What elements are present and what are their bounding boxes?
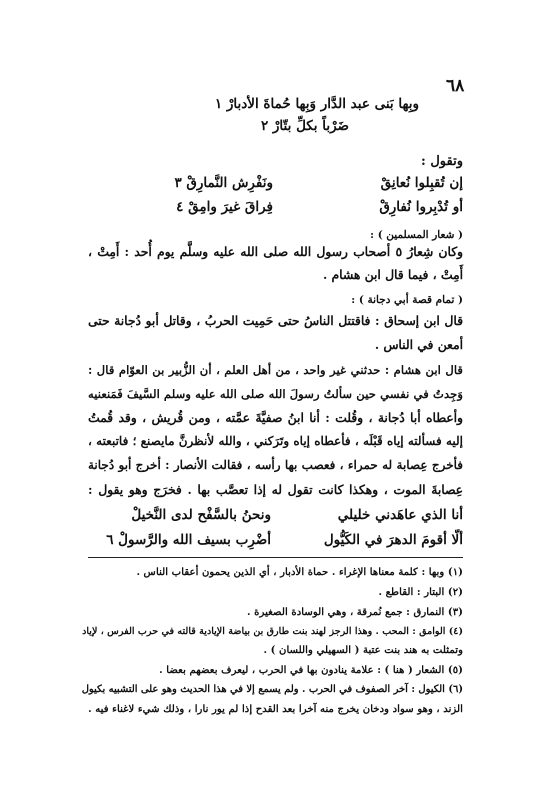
heading-slogan: ( شعار المسلمين ) :	[370, 229, 463, 241]
footnote-6-cont: الزند ، وهو سواد ودخان يخرج منه آخرا بعد القدح إذا لم يور نارا ، وذلك شيء لاغناء فيه .	[88, 703, 463, 715]
para2-line-1: قال ابن هشام : حدثني غير واحد ، من أهل العلم ، أن الزُّبير بن العوّام قال :	[88, 363, 463, 377]
para2-line-6: عِصابةَ الموت ، وهكذا كانت تقول له إذا تعصَّب بها . فخرَج وهو يقول :	[88, 482, 463, 497]
para2-line-3: وأعطاه أبا دُجانة ، وقُلت : أنا ابنُ صفيَّةَ عمَّته ، ومن قُريش ، وقد قُمتُ	[88, 410, 463, 425]
poem3-line1-right: أنا الذي عاهَدني خليلي	[337, 507, 463, 523]
footnote-3: (٣) النمارق : جمع نُمرقة ، وهي الوسادة الصغيرة .	[247, 606, 463, 618]
para1-line-1: قال ابن إسحاق : فاقتتل الناسُ حتى حَمِيت الحربُ ، وقاتل أبو دُجانة حتى	[88, 313, 463, 328]
footnote-separator	[88, 557, 463, 558]
para2-line-4: إليه فسألته إياه قَبْلَه ، فأعطاه إياه وتَرَكني ، والله لأنظرنَّ مايصنع ؛ فاتبعته ،	[88, 434, 463, 448]
poem2-line1-right: إن تُقبِلوا نُعانِقْ	[380, 175, 463, 191]
poem1-line1: وبِها بَنى عبد الدَّار وَبِها حُماةَ الأدبارْ ١	[214, 96, 419, 112]
footnote-2: (٢) البتار : القاطع .	[378, 586, 463, 598]
poem3-line1-left: ونحنُ بالسَّفْح لدى النَّخيلْ	[131, 507, 271, 523]
intro-say: وتقول :	[421, 154, 463, 169]
footnote-1: (١) وبها : كلمة معناها الإغراء . حماة الأدبار ، أي الذين يحمون أعقاب الناس .	[136, 566, 463, 578]
footnote-5: (٥) الشعار ( هنا ) : علامة ينادون بها في الحرب ، ليعرف بعضهم بعضا .	[159, 664, 463, 676]
poem3-line2-left: أضْرِب بسيف الله والرَّسولْ ٦	[106, 532, 271, 548]
footnote-4-cont: وتمثلت به هند بنت عتبة ( السهيلي واللسان ) .	[263, 644, 463, 656]
poem2-line2-right: أو تُدْبِروا نُفارِقْ	[379, 199, 463, 215]
poem3-line2-right: ألّا أقومَ الدهرَ في الكَيُّول	[323, 532, 463, 548]
para2-line-2: وَجِدتُ في نفسي حين سألتُ رسولَ الله صلى الله عليه وسلم السَّيفَ فَمَنعنيه	[88, 387, 463, 401]
para1-line-2: أمعن في الناس .	[374, 337, 463, 352]
poem2-line1-left: ونَفْرِش النَّمارِقْ ٣	[174, 175, 273, 191]
footnote-4: (٤) الوامق : المحب . وهذا الرجز لهند بنت طارق بن بياضة الإيادية قالته في حرب الفرس ، لإياد	[82, 626, 463, 637]
poem1-line2: ضَرْباً بكلِّ بتّارْ ٢	[260, 118, 349, 134]
heading-abudujana: ( تمام قصة أبي دجانة ) :	[351, 294, 463, 306]
poem2-line2-left: فِراقَ غيرَ وامِقْ ٤	[176, 199, 273, 215]
para2-line-5: فأخرج عِصابة له حمراء ، فعصب بها رأسه ، فقالت الأنصار : أخرج أبو دُجانة	[88, 458, 463, 472]
page-number: ٦٨	[446, 76, 465, 96]
slogan-line-2: أَمِتْ ، فيما قال ابن هشام .	[322, 267, 463, 282]
footnote-6: (٦) الكيول : آخر الصفوف في الحرب . ولم يسمع إلا في هذا الحديث وهو على التشبيه بكيول	[81, 684, 463, 695]
slogan-line-1: وكان شِعارُ ٥ أصحاب رسول الله صلى الله عليه وسلَّم يوم أُحد : أَمِتْ ،	[88, 244, 463, 259]
